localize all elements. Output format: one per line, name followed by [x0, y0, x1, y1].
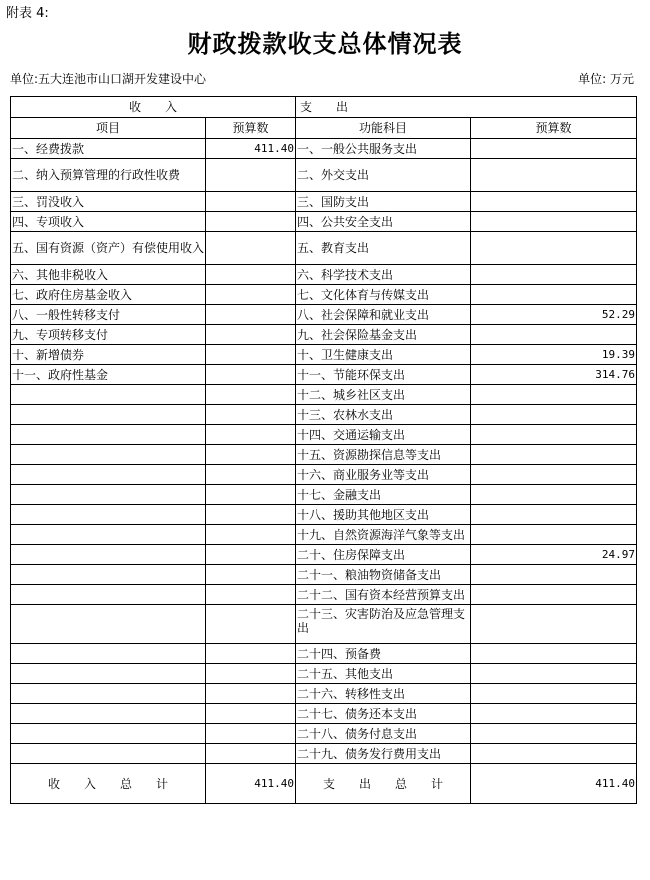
- income-budget-cell: [206, 305, 296, 325]
- expense-item-cell: 八、社会保障和就业支出: [296, 305, 471, 325]
- income-item-cell: [11, 644, 206, 664]
- table-row: [11, 465, 637, 485]
- expense-budget-cell: 24.97: [471, 545, 637, 565]
- income-item-cell: 十、新增债券: [11, 345, 206, 365]
- expense-item-cell: 十四、交通运输支出: [296, 425, 471, 445]
- income-budget-cell: [206, 704, 296, 724]
- expense-item-cell: 十、卫生健康支出: [296, 345, 471, 365]
- income-budget-cell: [206, 159, 296, 192]
- table-row: [11, 565, 637, 585]
- expense-total-label: 支 出 总 计: [296, 764, 471, 804]
- income-item-cell: [11, 585, 206, 605]
- expense-item-cell: 五、教育支出: [296, 232, 471, 265]
- table-row: [11, 345, 637, 365]
- item-column-header: 项目: [11, 118, 206, 139]
- expense-item-cell: 二十四、预备费: [296, 644, 471, 664]
- income-item-cell: [11, 565, 206, 585]
- table-row: [11, 684, 637, 704]
- expense-budget-cell: [471, 159, 637, 192]
- expense-budget-cell: [471, 385, 637, 405]
- income-item-cell: [11, 664, 206, 684]
- income-item-cell: 三、罚没收入: [11, 192, 206, 212]
- income-item-cell: [11, 425, 206, 445]
- column-header-row: [11, 118, 637, 139]
- expense-budget-cell: [471, 192, 637, 212]
- income-budget-cell: [206, 664, 296, 684]
- expense-budget-cell: [471, 585, 637, 605]
- expense-item-cell: 二十三、灾害防治及应急管理支出: [296, 605, 471, 644]
- income-item-cell: [11, 405, 206, 425]
- income-budget-cell: [206, 285, 296, 305]
- table-row: [11, 525, 637, 545]
- expense-item-cell: 十一、节能环保支出: [296, 365, 471, 385]
- expense-budget-cell: 19.39: [471, 345, 637, 365]
- expense-budget-cell: 314.76: [471, 365, 637, 385]
- income-budget-cell: [206, 585, 296, 605]
- table-row: [11, 159, 637, 192]
- expense-budget-cell: [471, 485, 637, 505]
- table-row: [11, 305, 637, 325]
- expense-item-cell: 一、一般公共服务支出: [296, 139, 471, 159]
- budget2-column-header: 预算数: [471, 118, 637, 139]
- table-row: [11, 212, 637, 232]
- income-budget-cell: [206, 744, 296, 764]
- table-row: [11, 505, 637, 525]
- income-item-cell: [11, 605, 206, 644]
- expense-budget-cell: [471, 445, 637, 465]
- expense-budget-cell: [471, 744, 637, 764]
- income-item-cell: [11, 744, 206, 764]
- table-row: [11, 425, 637, 445]
- budget-column-header: 预算数: [206, 118, 296, 139]
- income-item-cell: 七、政府住房基金收入: [11, 285, 206, 305]
- expense-item-cell: 三、国防支出: [296, 192, 471, 212]
- table-row: [11, 545, 637, 565]
- income-budget-cell: [206, 565, 296, 585]
- expense-item-cell: 十九、自然资源海洋气象等支出: [296, 525, 471, 545]
- income-item-cell: [11, 724, 206, 744]
- expense-budget-cell: [471, 265, 637, 285]
- expense-budget-cell: [471, 644, 637, 664]
- income-budget-cell: 411.40: [206, 139, 296, 159]
- expense-item-cell: 二十二、国有资本经营预算支出: [296, 585, 471, 605]
- expense-section-header: 支 出: [296, 97, 637, 118]
- income-item-cell: [11, 525, 206, 545]
- expense-item-cell: 六、科学技术支出: [296, 265, 471, 285]
- income-item-cell: 六、其他非税收入: [11, 265, 206, 285]
- income-total-label: 收 入 总 计: [11, 764, 206, 804]
- income-budget-cell: [206, 724, 296, 744]
- income-budget-cell: [206, 605, 296, 644]
- income-budget-cell: [206, 545, 296, 565]
- table-row: [11, 232, 637, 265]
- table-row: [11, 285, 637, 305]
- unit-organization: 单位:五大连池市山口湖开发建设中心: [10, 72, 207, 86]
- expense-budget-cell: [471, 605, 637, 644]
- table-row: [11, 664, 637, 684]
- expense-item-cell: 十八、援助其他地区支出: [296, 505, 471, 525]
- table-row: [11, 585, 637, 605]
- expense-budget-cell: [471, 405, 637, 425]
- table-row: [11, 139, 637, 159]
- expense-item-cell: 二十五、其他支出: [296, 664, 471, 684]
- expense-budget-cell: 52.29: [471, 305, 637, 325]
- table-row: [11, 605, 637, 644]
- expense-item-cell: 二十、住房保障支出: [296, 545, 471, 565]
- income-item-cell: [11, 445, 206, 465]
- totals-row: [11, 764, 637, 804]
- expense-budget-cell: [471, 465, 637, 485]
- table-row: [11, 704, 637, 724]
- table-row: [11, 644, 637, 664]
- income-item-cell: 九、专项转移支付: [11, 325, 206, 345]
- table-row: [11, 385, 637, 405]
- income-item-cell: 五、国有资源（资产）有偿使用收入: [11, 232, 206, 265]
- expense-item-cell: 十七、金融支出: [296, 485, 471, 505]
- page-title: 财政拨款收支总体情况表: [187, 29, 463, 58]
- income-budget-cell: [206, 385, 296, 405]
- income-item-cell: [11, 704, 206, 724]
- table-row: [11, 365, 637, 385]
- income-item-cell: 四、专项收入: [11, 212, 206, 232]
- income-item-cell: 二、纳入预算管理的行政性收费: [11, 159, 206, 192]
- expense-item-cell: 二十八、债务付息支出: [296, 724, 471, 744]
- income-item-cell: [11, 485, 206, 505]
- expense-item-cell: 二十九、债务发行费用支出: [296, 744, 471, 764]
- income-budget-cell: [206, 445, 296, 465]
- table-row: [11, 485, 637, 505]
- unit-currency: 单位: 万元: [578, 72, 634, 86]
- expense-total-value: 411.40: [471, 764, 637, 804]
- expense-item-cell: 二十六、转移性支出: [296, 684, 471, 704]
- expense-budget-cell: [471, 325, 637, 345]
- expense-item-cell: 二、外交支出: [296, 159, 471, 192]
- table-row: [11, 325, 637, 345]
- income-budget-cell: [206, 212, 296, 232]
- expense-budget-cell: [471, 212, 637, 232]
- expense-item-cell: 二十一、粮油物资储备支出: [296, 565, 471, 585]
- income-budget-cell: [206, 192, 296, 212]
- expense-budget-cell: [471, 425, 637, 445]
- table-row: [11, 445, 637, 465]
- expense-budget-cell: [471, 704, 637, 724]
- income-section-header: 收 入: [11, 97, 296, 118]
- expense-budget-cell: [471, 525, 637, 545]
- expense-item-cell: 九、社会保险基金支出: [296, 325, 471, 345]
- income-budget-cell: [206, 505, 296, 525]
- section-header-row: [11, 97, 637, 118]
- income-budget-cell: [206, 425, 296, 445]
- income-item-cell: [11, 385, 206, 405]
- income-budget-cell: [206, 365, 296, 385]
- income-budget-cell: [206, 485, 296, 505]
- expense-budget-cell: [471, 505, 637, 525]
- expense-item-cell: 十三、农林水支出: [296, 405, 471, 425]
- expense-item-cell: 十五、资源勘探信息等支出: [296, 445, 471, 465]
- income-budget-cell: [206, 405, 296, 425]
- expense-budget-cell: [471, 565, 637, 585]
- income-item-cell: [11, 505, 206, 525]
- income-budget-cell: [206, 345, 296, 365]
- function-column-header: 功能科目: [296, 118, 471, 139]
- income-item-cell: [11, 465, 206, 485]
- income-item-cell: [11, 545, 206, 565]
- expense-item-cell: 四、公共安全支出: [296, 212, 471, 232]
- income-budget-cell: [206, 265, 296, 285]
- expense-budget-cell: [471, 285, 637, 305]
- income-item-cell: 一、经费拨款: [11, 139, 206, 159]
- income-item-cell: [11, 684, 206, 704]
- table-row: [11, 724, 637, 744]
- income-item-cell: 十一、政府性基金: [11, 365, 206, 385]
- table-row: [11, 405, 637, 425]
- expense-budget-cell: [471, 232, 637, 265]
- expense-budget-cell: [471, 664, 637, 684]
- table-row: [11, 265, 637, 285]
- income-budget-cell: [206, 465, 296, 485]
- expense-budget-cell: [471, 684, 637, 704]
- income-budget-cell: [206, 232, 296, 265]
- budget-table: [10, 96, 637, 804]
- table-row: [11, 744, 637, 764]
- expense-item-cell: 十二、城乡社区支出: [296, 385, 471, 405]
- annex-label: 附表 4:: [6, 6, 49, 21]
- expense-item-cell: 二十七、债务还本支出: [296, 704, 471, 724]
- income-budget-cell: [206, 325, 296, 345]
- expense-budget-cell: [471, 139, 637, 159]
- expense-item-cell: 七、文化体育与传媒支出: [296, 285, 471, 305]
- income-budget-cell: [206, 644, 296, 664]
- income-item-cell: 八、一般性转移支付: [11, 305, 206, 325]
- income-total-value: 411.40: [206, 764, 296, 804]
- income-budget-cell: [206, 684, 296, 704]
- table-row: [11, 192, 637, 212]
- income-budget-cell: [206, 525, 296, 545]
- expense-budget-cell: [471, 724, 637, 744]
- expense-item-cell: 十六、商业服务业等支出: [296, 465, 471, 485]
